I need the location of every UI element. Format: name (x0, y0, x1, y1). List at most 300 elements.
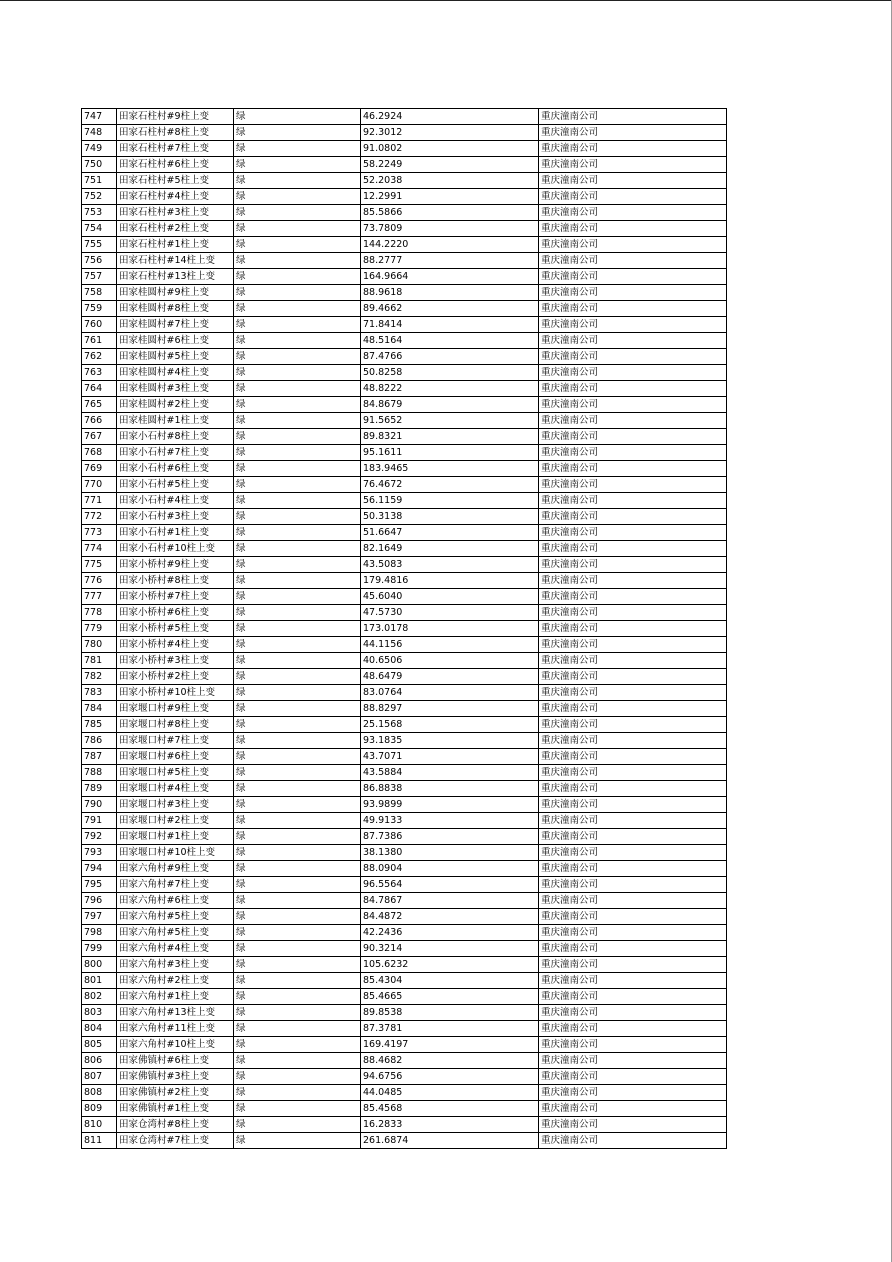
table-row (82, 1117, 727, 1133)
cell-transformer-name: 田家小石村#8柱上变 (117, 429, 234, 445)
cell-index: 780 (82, 637, 117, 653)
cell-company: 重庆潼南公司 (539, 829, 727, 845)
cell-status: 绿 (234, 573, 361, 589)
cell-status: 绿 (234, 333, 361, 349)
cell-value: 73.7809 (361, 221, 539, 237)
cell-status: 绿 (234, 381, 361, 397)
cell-company: 重庆潼南公司 (539, 621, 727, 637)
cell-status: 绿 (234, 109, 361, 125)
cell-company: 重庆潼南公司 (539, 349, 727, 365)
cell-status: 绿 (234, 237, 361, 253)
cell-company: 重庆潼南公司 (539, 813, 727, 829)
cell-transformer-name: 田家堰口村#6柱上变 (117, 749, 234, 765)
cell-index: 806 (82, 1053, 117, 1069)
cell-company: 重庆潼南公司 (539, 733, 727, 749)
page-top-border (0, 0, 892, 1)
cell-transformer-name: 田家六角村#7柱上变 (117, 877, 234, 893)
cell-index: 753 (82, 205, 117, 221)
cell-transformer-name: 田家小桥村#2柱上变 (117, 669, 234, 685)
table-row (82, 317, 727, 333)
cell-index: 807 (82, 1069, 117, 1085)
cell-status: 绿 (234, 205, 361, 221)
cell-status: 绿 (234, 509, 361, 525)
cell-transformer-name: 田家堰口村#8柱上变 (117, 717, 234, 733)
cell-value: 169.4197 (361, 1037, 539, 1053)
cell-status: 绿 (234, 445, 361, 461)
cell-company: 重庆潼南公司 (539, 493, 727, 509)
table-row (82, 429, 727, 445)
cell-value: 88.9618 (361, 285, 539, 301)
cell-index: 762 (82, 349, 117, 365)
cell-transformer-name: 田家六角村#13柱上变 (117, 1005, 234, 1021)
cell-company: 重庆潼南公司 (539, 1069, 727, 1085)
cell-company: 重庆潼南公司 (539, 877, 727, 893)
cell-transformer-name: 田家六角村#3柱上变 (117, 957, 234, 973)
cell-value: 105.6232 (361, 957, 539, 973)
cell-status: 绿 (234, 1053, 361, 1069)
cell-transformer-name: 田家佛镇村#1柱上变 (117, 1101, 234, 1117)
table-row (82, 797, 727, 813)
cell-value: 89.8321 (361, 429, 539, 445)
cell-index: 763 (82, 365, 117, 381)
table-row (82, 173, 727, 189)
cell-company: 重庆潼南公司 (539, 381, 727, 397)
table-row (82, 301, 727, 317)
cell-value: 48.5164 (361, 333, 539, 349)
cell-status: 绿 (234, 861, 361, 877)
cell-value: 49.9133 (361, 813, 539, 829)
cell-index: 767 (82, 429, 117, 445)
table-row (82, 1037, 727, 1053)
cell-company: 重庆潼南公司 (539, 221, 727, 237)
cell-status: 绿 (234, 717, 361, 733)
cell-company: 重庆潼南公司 (539, 525, 727, 541)
cell-status: 绿 (234, 1037, 361, 1053)
cell-index: 758 (82, 285, 117, 301)
cell-transformer-name: 田家小桥村#4柱上变 (117, 637, 234, 653)
cell-status: 绿 (234, 589, 361, 605)
cell-index: 782 (82, 669, 117, 685)
table-row (82, 493, 727, 509)
cell-status: 绿 (234, 477, 361, 493)
cell-value: 25.1568 (361, 717, 539, 733)
cell-transformer-name: 田家六角村#10柱上变 (117, 1037, 234, 1053)
cell-company: 重庆潼南公司 (539, 1053, 727, 1069)
cell-index: 772 (82, 509, 117, 525)
cell-index: 770 (82, 477, 117, 493)
cell-index: 801 (82, 973, 117, 989)
cell-transformer-name: 田家石柱村#14柱上变 (117, 253, 234, 269)
table-row (82, 765, 727, 781)
cell-index: 811 (82, 1133, 117, 1149)
cell-value: 46.2924 (361, 109, 539, 125)
table-row (82, 941, 727, 957)
cell-transformer-name: 田家桂圆村#8柱上变 (117, 301, 234, 317)
cell-company: 重庆潼南公司 (539, 253, 727, 269)
table-row (82, 573, 727, 589)
table-row (82, 349, 727, 365)
cell-transformer-name: 田家堰口村#2柱上变 (117, 813, 234, 829)
table-row (82, 557, 727, 573)
cell-transformer-name: 田家桂圆村#2柱上变 (117, 397, 234, 413)
cell-transformer-name: 田家佛镇村#2柱上变 (117, 1085, 234, 1101)
cell-company: 重庆潼南公司 (539, 1117, 727, 1133)
table-row (82, 909, 727, 925)
cell-company: 重庆潼南公司 (539, 301, 727, 317)
cell-transformer-name: 田家小桥村#5柱上变 (117, 621, 234, 637)
cell-status: 绿 (234, 797, 361, 813)
table-row (82, 829, 727, 845)
table-row (82, 1101, 727, 1117)
cell-index: 787 (82, 749, 117, 765)
cell-transformer-name: 田家桂圆村#9柱上变 (117, 285, 234, 301)
cell-transformer-name: 田家佛镇村#6柱上变 (117, 1053, 234, 1069)
cell-index: 804 (82, 1021, 117, 1037)
table-row (82, 189, 727, 205)
cell-transformer-name: 田家小桥村#8柱上变 (117, 573, 234, 589)
cell-company: 重庆潼南公司 (539, 637, 727, 653)
cell-value: 91.5652 (361, 413, 539, 429)
cell-transformer-name: 田家仓湾村#7柱上变 (117, 1133, 234, 1149)
table-row (82, 637, 727, 653)
cell-value: 56.1159 (361, 493, 539, 509)
table-row (82, 1069, 727, 1085)
cell-index: 759 (82, 301, 117, 317)
cell-status: 绿 (234, 269, 361, 285)
cell-company: 重庆潼南公司 (539, 509, 727, 525)
table-row (82, 157, 727, 173)
cell-index: 769 (82, 461, 117, 477)
cell-transformer-name: 田家石柱村#3柱上变 (117, 205, 234, 221)
cell-value: 44.0485 (361, 1085, 539, 1101)
cell-index: 781 (82, 653, 117, 669)
cell-index: 776 (82, 573, 117, 589)
cell-company: 重庆潼南公司 (539, 365, 727, 381)
cell-index: 777 (82, 589, 117, 605)
cell-index: 749 (82, 141, 117, 157)
cell-value: 144.2220 (361, 237, 539, 253)
cell-value: 96.5564 (361, 877, 539, 893)
table-row (82, 461, 727, 477)
cell-value: 51.6647 (361, 525, 539, 541)
cell-status: 绿 (234, 1069, 361, 1085)
cell-company: 重庆潼南公司 (539, 701, 727, 717)
cell-value: 183.9465 (361, 461, 539, 477)
cell-status: 绿 (234, 973, 361, 989)
cell-value: 179.4816 (361, 573, 539, 589)
cell-company: 重庆潼南公司 (539, 141, 727, 157)
table-row (82, 925, 727, 941)
cell-company: 重庆潼南公司 (539, 589, 727, 605)
cell-transformer-name: 田家六角村#6柱上变 (117, 893, 234, 909)
table-row (82, 381, 727, 397)
cell-transformer-name: 田家小桥村#10柱上变 (117, 685, 234, 701)
cell-status: 绿 (234, 1117, 361, 1133)
cell-company: 重庆潼南公司 (539, 685, 727, 701)
table-row (82, 237, 727, 253)
table-row (82, 253, 727, 269)
cell-status: 绿 (234, 733, 361, 749)
cell-value: 95.1611 (361, 445, 539, 461)
cell-transformer-name: 田家堰口村#1柱上变 (117, 829, 234, 845)
cell-company: 重庆潼南公司 (539, 765, 727, 781)
cell-status: 绿 (234, 909, 361, 925)
table-row (82, 733, 727, 749)
cell-index: 756 (82, 253, 117, 269)
cell-company: 重庆潼南公司 (539, 269, 727, 285)
cell-transformer-name: 田家六角村#5柱上变 (117, 925, 234, 941)
cell-company: 重庆潼南公司 (539, 653, 727, 669)
cell-company: 重庆潼南公司 (539, 573, 727, 589)
cell-transformer-name: 田家小石村#3柱上变 (117, 509, 234, 525)
cell-transformer-name: 田家石柱村#5柱上变 (117, 173, 234, 189)
cell-transformer-name: 田家石柱村#4柱上变 (117, 189, 234, 205)
cell-status: 绿 (234, 397, 361, 413)
cell-status: 绿 (234, 813, 361, 829)
cell-status: 绿 (234, 221, 361, 237)
cell-status: 绿 (234, 1133, 361, 1149)
cell-company: 重庆潼南公司 (539, 429, 727, 445)
cell-transformer-name: 田家小石村#7柱上变 (117, 445, 234, 461)
cell-status: 绿 (234, 877, 361, 893)
cell-index: 788 (82, 765, 117, 781)
cell-company: 重庆潼南公司 (539, 1133, 727, 1149)
cell-index: 793 (82, 845, 117, 861)
cell-status: 绿 (234, 189, 361, 205)
cell-index: 786 (82, 733, 117, 749)
cell-transformer-name: 田家石柱村#8柱上变 (117, 125, 234, 141)
cell-transformer-name: 田家堰口村#9柱上变 (117, 701, 234, 717)
cell-index: 803 (82, 1005, 117, 1021)
cell-index: 797 (82, 909, 117, 925)
cell-value: 50.3138 (361, 509, 539, 525)
cell-index: 766 (82, 413, 117, 429)
cell-transformer-name: 田家小桥村#9柱上变 (117, 557, 234, 573)
cell-company: 重庆潼南公司 (539, 1021, 727, 1037)
cell-company: 重庆潼南公司 (539, 285, 727, 301)
table-row (82, 813, 727, 829)
cell-status: 绿 (234, 637, 361, 653)
cell-value: 82.1649 (361, 541, 539, 557)
cell-value: 40.6506 (361, 653, 539, 669)
cell-company: 重庆潼南公司 (539, 557, 727, 573)
cell-transformer-name: 田家堰口村#3柱上变 (117, 797, 234, 813)
cell-company: 重庆潼南公司 (539, 109, 727, 125)
table-row (82, 1085, 727, 1101)
cell-company: 重庆潼南公司 (539, 205, 727, 221)
cell-transformer-name: 田家小石村#1柱上变 (117, 525, 234, 541)
cell-status: 绿 (234, 925, 361, 941)
table-row (82, 525, 727, 541)
cell-status: 绿 (234, 1101, 361, 1117)
cell-value: 87.4766 (361, 349, 539, 365)
cell-status: 绿 (234, 941, 361, 957)
cell-index: 771 (82, 493, 117, 509)
cell-transformer-name: 田家石柱村#6柱上变 (117, 157, 234, 173)
cell-company: 重庆潼南公司 (539, 157, 727, 173)
cell-value: 89.8538 (361, 1005, 539, 1021)
cell-value: 87.7386 (361, 829, 539, 845)
cell-value: 90.3214 (361, 941, 539, 957)
cell-transformer-name: 田家石柱村#1柱上变 (117, 237, 234, 253)
cell-status: 绿 (234, 493, 361, 509)
cell-transformer-name: 田家桂圆村#1柱上变 (117, 413, 234, 429)
cell-transformer-name: 田家小桥村#6柱上变 (117, 605, 234, 621)
cell-transformer-name: 田家石柱村#13柱上变 (117, 269, 234, 285)
cell-index: 751 (82, 173, 117, 189)
cell-index: 774 (82, 541, 117, 557)
cell-index: 757 (82, 269, 117, 285)
cell-transformer-name: 田家小石村#6柱上变 (117, 461, 234, 477)
cell-status: 绿 (234, 893, 361, 909)
cell-status: 绿 (234, 285, 361, 301)
cell-index: 784 (82, 701, 117, 717)
table-row (82, 669, 727, 685)
cell-status: 绿 (234, 605, 361, 621)
cell-value: 89.4662 (361, 301, 539, 317)
cell-transformer-name: 田家堰口村#5柱上变 (117, 765, 234, 781)
cell-value: 91.0802 (361, 141, 539, 157)
cell-value: 48.8222 (361, 381, 539, 397)
cell-company: 重庆潼南公司 (539, 1005, 727, 1021)
cell-index: 796 (82, 893, 117, 909)
cell-transformer-name: 田家石柱村#2柱上变 (117, 221, 234, 237)
cell-value: 43.7071 (361, 749, 539, 765)
cell-index: 791 (82, 813, 117, 829)
cell-company: 重庆潼南公司 (539, 1085, 727, 1101)
cell-value: 85.4304 (361, 973, 539, 989)
cell-status: 绿 (234, 765, 361, 781)
cell-transformer-name: 田家桂圆村#3柱上变 (117, 381, 234, 397)
cell-status: 绿 (234, 301, 361, 317)
cell-value: 76.4672 (361, 477, 539, 493)
table-row (82, 365, 727, 381)
table-row (82, 509, 727, 525)
cell-value: 87.3781 (361, 1021, 539, 1037)
cell-value: 45.6040 (361, 589, 539, 605)
cell-company: 重庆潼南公司 (539, 717, 727, 733)
cell-company: 重庆潼南公司 (539, 477, 727, 493)
cell-transformer-name: 田家石柱村#9柱上变 (117, 109, 234, 125)
cell-company: 重庆潼南公司 (539, 1037, 727, 1053)
cell-value: 84.8679 (361, 397, 539, 413)
table-row (82, 397, 727, 413)
cell-value: 93.9899 (361, 797, 539, 813)
cell-status: 绿 (234, 1021, 361, 1037)
cell-company: 重庆潼南公司 (539, 397, 727, 413)
cell-index: 778 (82, 605, 117, 621)
cell-status: 绿 (234, 989, 361, 1005)
cell-company: 重庆潼南公司 (539, 461, 727, 477)
cell-transformer-name: 田家六角村#9柱上变 (117, 861, 234, 877)
table-row (82, 877, 727, 893)
cell-value: 52.2038 (361, 173, 539, 189)
table-row (82, 541, 727, 557)
cell-value: 85.4568 (361, 1101, 539, 1117)
table-row (82, 845, 727, 861)
table-row (82, 861, 727, 877)
cell-status: 绿 (234, 653, 361, 669)
cell-company: 重庆潼南公司 (539, 749, 727, 765)
cell-index: 765 (82, 397, 117, 413)
table-row (82, 125, 727, 141)
table-row (82, 957, 727, 973)
table-row (82, 269, 727, 285)
table-row (82, 333, 727, 349)
cell-index: 750 (82, 157, 117, 173)
cell-status: 绿 (234, 141, 361, 157)
cell-value: 58.2249 (361, 157, 539, 173)
cell-index: 764 (82, 381, 117, 397)
cell-value: 38.1380 (361, 845, 539, 861)
cell-transformer-name: 田家堰口村#4柱上变 (117, 781, 234, 797)
cell-company: 重庆潼南公司 (539, 909, 727, 925)
table-row (82, 893, 727, 909)
table-row (82, 589, 727, 605)
cell-status: 绿 (234, 957, 361, 973)
cell-index: 761 (82, 333, 117, 349)
cell-value: 50.8258 (361, 365, 539, 381)
cell-index: 747 (82, 109, 117, 125)
cell-value: 47.5730 (361, 605, 539, 621)
cell-index: 779 (82, 621, 117, 637)
cell-transformer-name: 田家六角村#11柱上变 (117, 1021, 234, 1037)
cell-transformer-name: 田家六角村#2柱上变 (117, 973, 234, 989)
cell-index: 773 (82, 525, 117, 541)
table-row (82, 413, 727, 429)
cell-transformer-name: 田家石柱村#7柱上变 (117, 141, 234, 157)
cell-status: 绿 (234, 413, 361, 429)
cell-company: 重庆潼南公司 (539, 445, 727, 461)
cell-value: 88.0904 (361, 861, 539, 877)
cell-value: 16.2833 (361, 1117, 539, 1133)
table-row (82, 109, 727, 125)
table-row (82, 653, 727, 669)
cell-company: 重庆潼南公司 (539, 925, 727, 941)
cell-index: 792 (82, 829, 117, 845)
cell-status: 绿 (234, 1005, 361, 1021)
cell-value: 88.4682 (361, 1053, 539, 1069)
table-row (82, 477, 727, 493)
cell-status: 绿 (234, 669, 361, 685)
cell-value: 92.3012 (361, 125, 539, 141)
cell-value: 84.4872 (361, 909, 539, 925)
cell-status: 绿 (234, 781, 361, 797)
cell-transformer-name: 田家桂圆村#4柱上变 (117, 365, 234, 381)
cell-status: 绿 (234, 845, 361, 861)
cell-index: 790 (82, 797, 117, 813)
table-row (82, 685, 727, 701)
cell-index: 748 (82, 125, 117, 141)
table-row (82, 621, 727, 637)
cell-index: 754 (82, 221, 117, 237)
cell-transformer-name: 田家小石村#5柱上变 (117, 477, 234, 493)
cell-value: 71.8414 (361, 317, 539, 333)
cell-index: 755 (82, 237, 117, 253)
cell-status: 绿 (234, 253, 361, 269)
cell-index: 794 (82, 861, 117, 877)
cell-status: 绿 (234, 557, 361, 573)
cell-index: 808 (82, 1085, 117, 1101)
cell-index: 800 (82, 957, 117, 973)
cell-company: 重庆潼南公司 (539, 893, 727, 909)
cell-index: 805 (82, 1037, 117, 1053)
cell-status: 绿 (234, 541, 361, 557)
table-row (82, 717, 727, 733)
cell-index: 789 (82, 781, 117, 797)
table-row (82, 749, 727, 765)
cell-status: 绿 (234, 349, 361, 365)
